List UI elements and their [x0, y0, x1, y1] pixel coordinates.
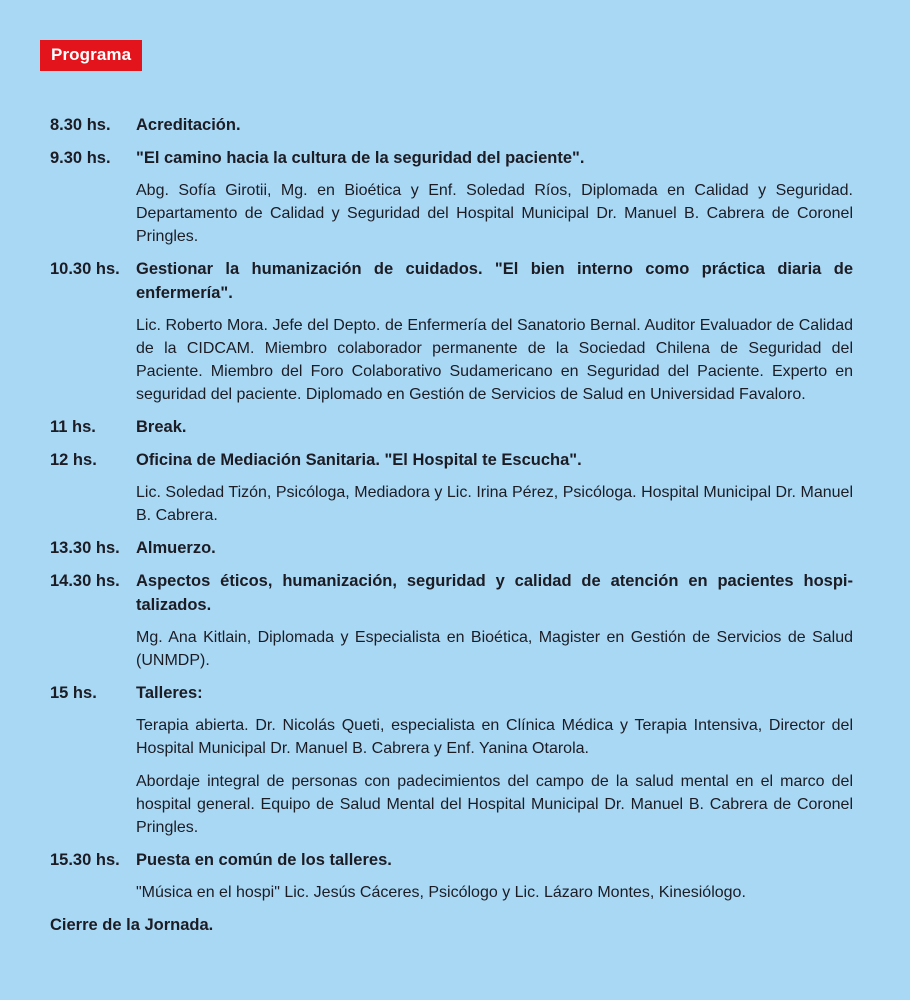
agenda-content: [136, 681, 853, 839]
agenda-item: [50, 113, 853, 137]
agenda-title: Talleres:: [136, 684, 203, 702]
agenda-title: Acreditación.: [136, 116, 241, 134]
agenda-content: [136, 536, 853, 560]
agenda-item: [50, 257, 853, 406]
agenda-item: [50, 415, 853, 439]
agenda-time: 10.30 hs.: [50, 260, 120, 278]
program-badge: Programa: [40, 40, 142, 71]
agenda-item: [50, 681, 853, 839]
agenda-time: 11 hs.: [50, 418, 96, 436]
agenda-description: Lic. Soledad Tizón, Psicóloga, Mediadora y Lic. Irina Pérez, Psicóloga. Hospital Municipal Dr. Manuel B. Cabrera.: [136, 484, 853, 524]
agenda-title: Almuerzo.: [136, 539, 216, 557]
agenda-time: 15.30 hs.: [50, 851, 120, 869]
agenda-time: 9.30 hs.: [50, 149, 111, 167]
agenda-title: Gestionar la humanización de cuidados. "El bien interno como práctica diaria de enfermería".: [136, 260, 853, 302]
agenda-item: [50, 448, 853, 527]
agenda-description: Abg. Sofía Girotii, Mg. en Bioética y Enf. Soledad Ríos, Diplomada en Calidad y Seguridad. Departamento de Calidad y Seguridad del Hospital Municipal Dr. Manuel B. Cabrera de Coronel Pringles.: [136, 182, 853, 245]
agenda-description: Mg. Ana Kitlain, Diplomada y Especialista en Bioética, Magister en Gestión de Servicios de Salud (UNMDP).: [136, 629, 853, 669]
agenda-content: [136, 415, 853, 439]
agenda-content: [136, 146, 853, 248]
agenda-description: "Música en el hospi" Lic. Jesús Cáceres, Psicólogo y Lic. Lázaro Montes, Kinesiólogo.: [136, 884, 746, 901]
agenda-list: [50, 113, 853, 937]
agenda-description: Terapia abierta. Dr. Nicolás Queti, especialista en Clínica Médica y Terapia Intensiva, Director del Hospital Municipal Dr. Manuel B. Cabrera y Enf. Yanina Otarola.: [136, 717, 853, 757]
agenda-time: 13.30 hs.: [50, 539, 120, 557]
agenda-item: [50, 569, 853, 672]
agenda-time: 15 hs.: [50, 684, 97, 702]
agenda-description: Lic. Roberto Mora. Jefe del Depto. de Enfermería del Sanatorio Bernal. Auditor Evaluador de Calidad de la CIDCAM. Miembro colaborador permanente de la Sociedad Chilena de Seguridad del Paciente. Miembro del Foro Colaborativo Sudamericano en Seguridad del Paciente. Experto en seguridad del paciente. Diplomado en Gestión de Servicios de Salud en Universidad Favaloro.: [136, 317, 853, 403]
agenda-item: [50, 536, 853, 560]
agenda-title: "El camino hacia la cultura de la seguridad del paciente".: [136, 149, 585, 167]
agenda-item: [50, 848, 853, 904]
agenda-title: Oficina de Mediación Sanitaria. "El Hospital te Escucha".: [136, 451, 582, 469]
agenda-content: [136, 848, 853, 904]
agenda-content: [136, 113, 853, 137]
agenda-time: 8.30 hs.: [50, 116, 111, 134]
agenda-item: [50, 146, 853, 248]
agenda-description: Abordaje integral de personas con padecimientos del campo de la salud mental en el marco del hospital general. Equipo de Salud Mental del Hospital Municipal Dr. Manuel B. Cabrera de Coronel Pringles.: [136, 773, 853, 836]
agenda-title: Break.: [136, 418, 187, 436]
agenda-content: [136, 448, 853, 527]
agenda-content: [136, 569, 853, 672]
agenda-title: Aspectos éticos, humanización, seguridad y calidad de atención en pacientes hospi-talizados.: [136, 572, 853, 614]
agenda-title: Puesta en común de los talleres.: [136, 851, 392, 869]
agenda-content: [136, 257, 853, 406]
agenda-time: 14.30 hs.: [50, 572, 120, 590]
agenda-time: 12 hs.: [50, 451, 97, 469]
closing-text: Cierre de la Jornada.: [50, 916, 214, 934]
